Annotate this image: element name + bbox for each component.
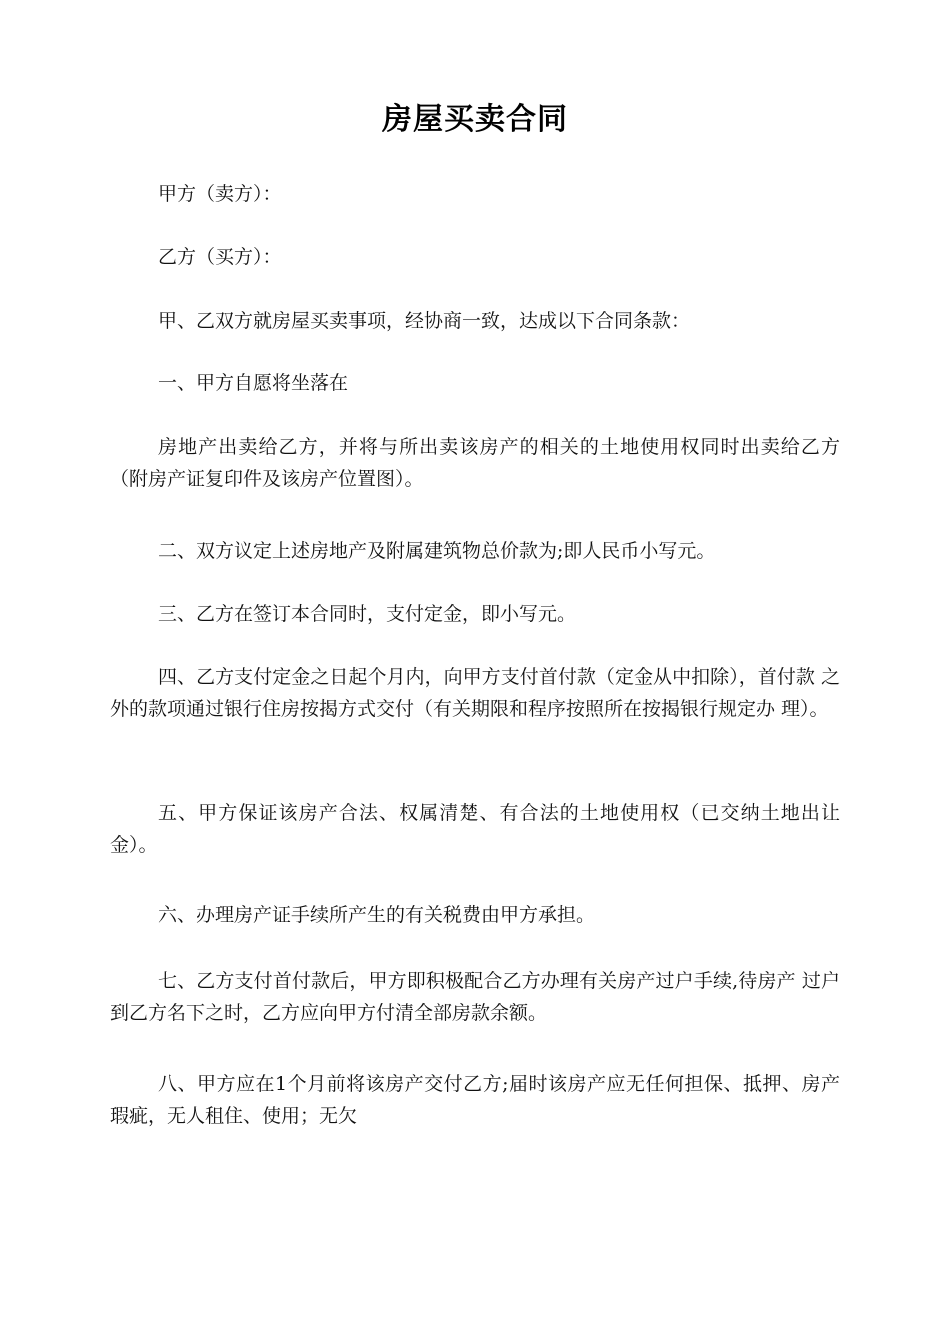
preamble-paragraph: 甲、乙双方就房屋买卖事项，经协商一致，达成以下合同条款： — [158, 310, 691, 332]
clause-2-paragraph: 二、双方议定上述房地产及附属建筑物总价款为;即人民币小写元。 — [158, 540, 716, 562]
clause-4-paragraph: 四、乙方支付定金之日起个月内，向甲方支付首付款（定金从中扣除），首付款 之外的款项通过银行住房按揭方式交付（有关期限和程序按照所在按揭银行规定办 理）。 — [110, 666, 840, 720]
clause-3-paragraph: 三、乙方在签订本合同时，支付定金，即小写元。 — [158, 603, 577, 625]
party-a-line: 甲方（卖方）： — [158, 183, 282, 205]
clause-6-paragraph: 六、办理房产证手续所产生的有关税费由甲方承担。 — [158, 904, 596, 926]
clause-1-paragraph: 一、甲方自愿将坐落在 — [158, 372, 349, 394]
clause-1-continued-paragraph: 房地产出卖给乙方，并将与所出卖该房产的相关的土地使用权同时出卖给乙方 （附房产证复印件及该房产位置图）。 — [110, 436, 840, 490]
clause-7-paragraph: 七、乙方支付首付款后，甲方即积极配合乙方办理有关房产过户手续,待房产 过户到乙方名下之时，乙方应向甲方付清全部房款余额。 — [110, 970, 840, 1024]
clause-8-paragraph: 八、甲方应在1个月前将该房产交付乙方;届时该房产应无任何担保、抵押、房产瑕疵，无人租住、使用；无欠 — [110, 1073, 840, 1127]
document-title: 房屋买卖合同 — [382, 102, 568, 137]
party-b-line: 乙方（买方）： — [158, 246, 282, 268]
clause-5-paragraph: 五、甲方保证该房产合法、权属清楚、有合法的土地使用权（已交纳土地出让 金）。 — [110, 802, 840, 856]
